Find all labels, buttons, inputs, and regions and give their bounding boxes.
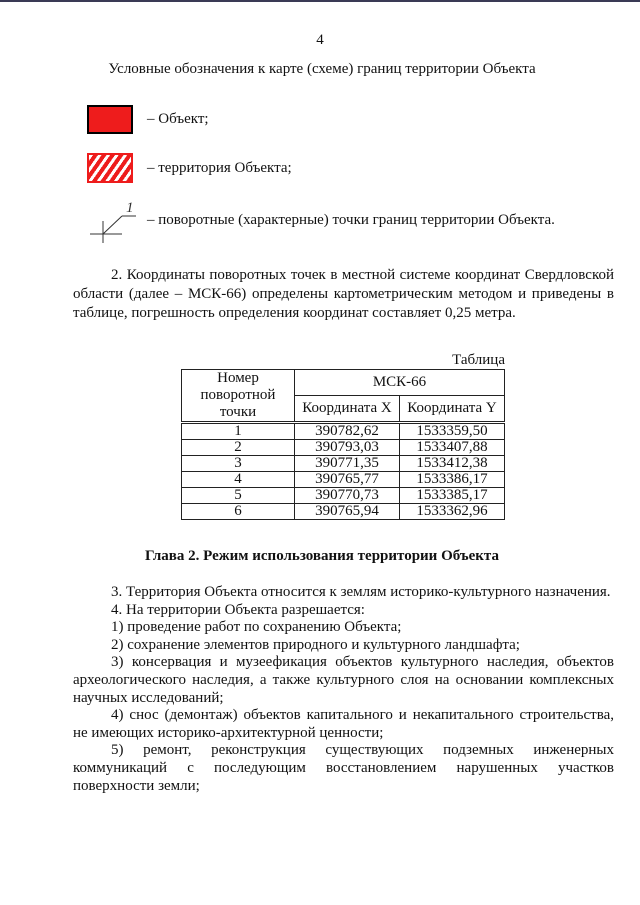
page-number: 4 — [316, 32, 324, 48]
territory-legend-icon — [87, 153, 133, 183]
point-number: 4 — [182, 472, 295, 488]
table-row — [182, 504, 505, 520]
object-legend-icon — [87, 105, 133, 134]
coord-y: 1533359,50 — [400, 423, 505, 440]
legend-item-point: – поворотные (характерные) точки границ территории Объекта. — [147, 212, 555, 228]
coord-y: 1533386,17 — [400, 472, 505, 488]
table-caption: Таблица — [452, 352, 505, 368]
coord-y: 1533412,38 — [400, 456, 505, 472]
list-item: 1) проведение работ по сохранению Объекта; — [111, 619, 402, 636]
point-number: 1 — [182, 423, 295, 440]
list-item: 4) снос (демонтаж) объектов капитального и некапитального строительства, не имеющих историко-архитектурной ценности; — [73, 707, 614, 741]
header-system: МСК-66 — [295, 370, 505, 396]
table-row — [182, 472, 505, 488]
coord-x: 390765,77 — [295, 472, 400, 488]
coordinates-table — [181, 369, 505, 520]
boundary-point-icon — [86, 198, 146, 246]
coord-y: 1533362,96 — [400, 504, 505, 520]
coord-y: 1533385,17 — [400, 488, 505, 504]
table-row — [182, 456, 505, 472]
table-row — [182, 440, 505, 456]
coord-x: 390771,35 — [295, 456, 400, 472]
point-marker-label: 1 — [126, 200, 134, 216]
header-x: Координата X — [295, 395, 400, 422]
coord-x: 390782,62 — [295, 423, 400, 440]
header-y: Координата Y — [400, 395, 505, 422]
table-row — [182, 423, 505, 440]
paragraph-3: 3. Территория Объекта относится к землям историко-культурного назначения. — [111, 584, 611, 600]
table-row — [182, 488, 505, 504]
scan-edge-line — [0, 0, 640, 2]
list-item: 5) ремонт, реконструкция существующих подземных инженерных коммуникаций с последующим восстановлением нарушенных участков поверхности земли; — [73, 742, 614, 794]
list-item: 3) консервация и музеефикация объектов культурного наследия, объектов археологического наследия, а также культурного слоя на основании комплексных научных исследований; — [73, 654, 614, 706]
paragraph-coordinates: 2. Координаты поворотных точек в местной системе координат Свердловской области (далее – МСК-66) определены картометрическим методом и приведены в таблице, погрешность определения координат составляет 0,25 метра. — [73, 267, 614, 321]
point-number: 6 — [182, 504, 295, 520]
coord-x: 390770,73 — [295, 488, 400, 504]
point-number: 2 — [182, 440, 295, 456]
coord-x: 390765,94 — [295, 504, 400, 520]
list-item: 2) сохранение элементов природного и культурного ландшафта; — [111, 636, 520, 653]
legend-item-object: – Объект; — [147, 111, 209, 127]
point-number: 3 — [182, 456, 295, 472]
chapter-title: Глава 2. Режим использования территории Объекта — [145, 548, 499, 564]
header-point-number: Номер поворотной точки — [182, 370, 295, 423]
point-number: 5 — [182, 488, 295, 504]
legend-item-territory: – территория Объекта; — [147, 160, 292, 176]
paragraph-4: 4. На территории Объекта разрешается: — [111, 601, 365, 618]
coord-y: 1533407,88 — [400, 440, 505, 456]
chapter-body — [73, 584, 614, 795]
legend-title: Условные обозначения к карте (схеме) границ территории Объекта — [108, 61, 536, 77]
coord-x: 390793,03 — [295, 440, 400, 456]
